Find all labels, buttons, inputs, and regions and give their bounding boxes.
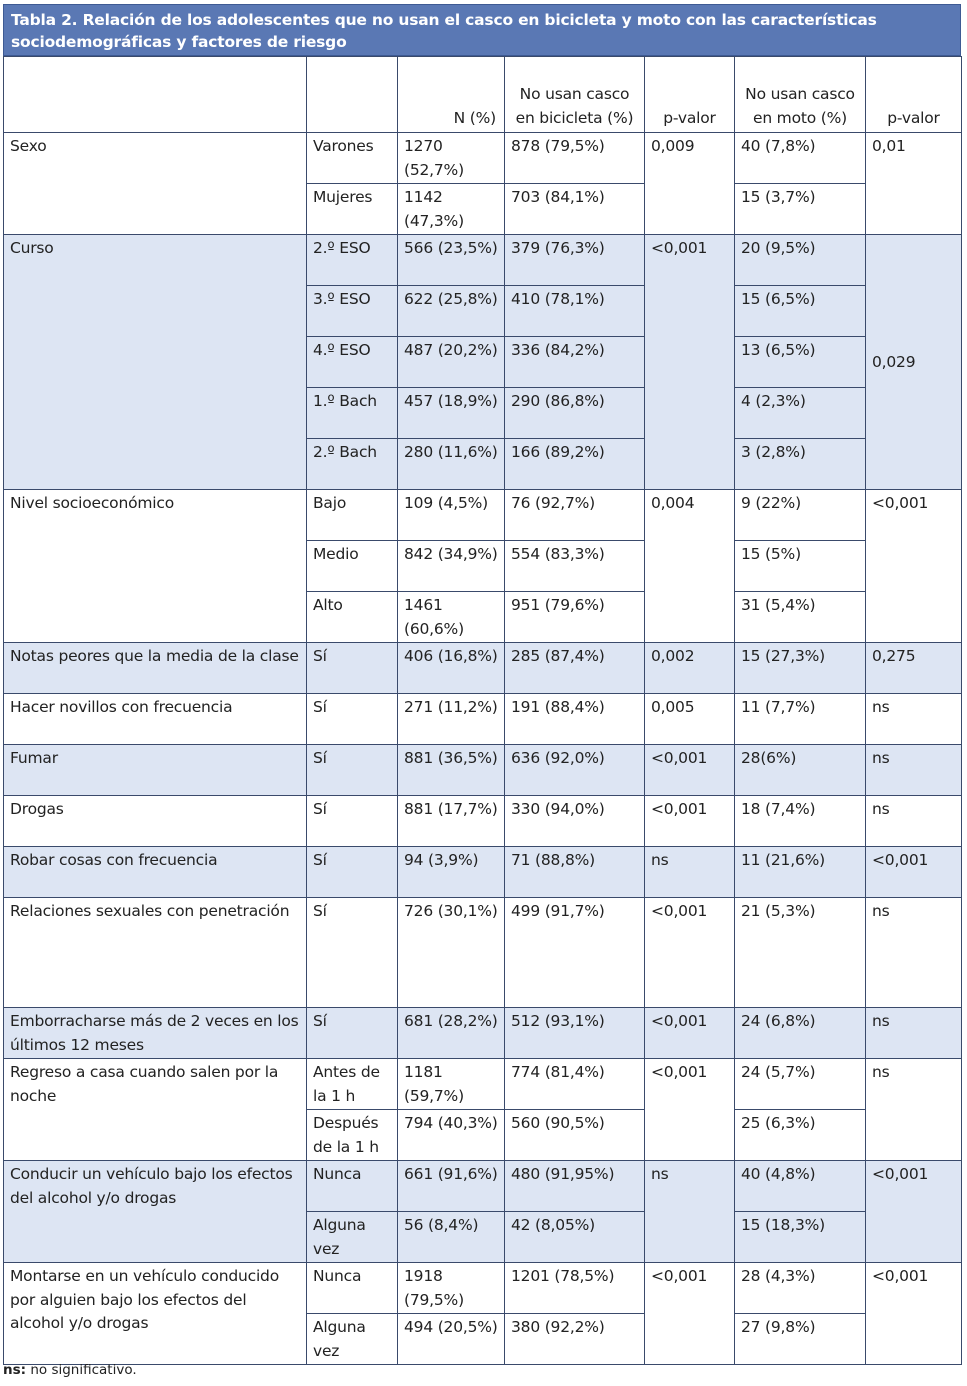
- bike-cell: 878 (79,5%): [505, 133, 645, 184]
- bike-cell: 191 (88,4%): [505, 694, 645, 745]
- p-moto-cell: 0,029: [866, 235, 962, 490]
- n-cell: 1142 (47,3%): [398, 184, 505, 235]
- bike-cell: 42 (8,05%): [505, 1212, 645, 1263]
- p-bike-cell: ns: [645, 1161, 735, 1263]
- row-label: Regreso a casa cuando salen por la noche: [4, 1059, 307, 1161]
- header-variable: [4, 57, 307, 133]
- header-moto: No usan casco en moto (%): [735, 57, 866, 133]
- category-cell: 1.º Bach: [307, 388, 398, 439]
- bike-cell: 71 (88,8%): [505, 847, 645, 898]
- moto-cell: 15 (3,7%): [735, 184, 866, 235]
- header-n: N (%): [398, 57, 505, 133]
- row-label: Montarse en un vehículo conducido por alguien bajo los efectos del alcohol y/o drogas: [4, 1263, 307, 1365]
- header-bike: No usan casco en bicicleta (%): [505, 57, 645, 133]
- n-cell: 842 (34,9%): [398, 541, 505, 592]
- moto-cell: 11 (21,6%): [735, 847, 866, 898]
- table-row: [4, 745, 962, 796]
- category-cell: Sí: [307, 745, 398, 796]
- row-label: Sexo: [4, 133, 307, 235]
- category-cell: Sí: [307, 1008, 398, 1059]
- p-moto-cell: 0,01: [866, 133, 962, 235]
- category-cell: Alto: [307, 592, 398, 643]
- p-bike-cell: 0,002: [645, 643, 735, 694]
- moto-cell: 28(6%): [735, 745, 866, 796]
- category-cell: Sí: [307, 694, 398, 745]
- row-label: Drogas: [4, 796, 307, 847]
- moto-cell: 27 (9,8%): [735, 1314, 866, 1365]
- bike-cell: 166 (89,2%): [505, 439, 645, 490]
- p-moto-cell: ns: [866, 796, 962, 847]
- bike-cell: 1201 (78,5%): [505, 1263, 645, 1314]
- p-bike-cell: <0,001: [645, 1263, 735, 1365]
- header-row: [4, 57, 962, 133]
- n-cell: 566 (23,5%): [398, 235, 505, 286]
- category-cell: 4.º ESO: [307, 337, 398, 388]
- moto-cell: 18 (7,4%): [735, 796, 866, 847]
- n-cell: 280 (11,6%): [398, 439, 505, 490]
- p-moto-cell: ns: [866, 745, 962, 796]
- p-moto-cell: ns: [866, 694, 962, 745]
- bike-cell: 410 (78,1%): [505, 286, 645, 337]
- p-moto-cell: ns: [866, 898, 962, 1008]
- bike-cell: 330 (94,0%): [505, 796, 645, 847]
- category-cell: Bajo: [307, 490, 398, 541]
- bike-cell: 554 (83,3%): [505, 541, 645, 592]
- row-label: Fumar: [4, 745, 307, 796]
- table-row: [4, 643, 962, 694]
- category-cell: Alguna vez: [307, 1212, 398, 1263]
- bike-cell: 560 (90,5%): [505, 1110, 645, 1161]
- row-label: Conducir un vehículo bajo los efectos del alcohol y/o drogas: [4, 1161, 307, 1263]
- bike-cell: 636 (92,0%): [505, 745, 645, 796]
- moto-cell: 15 (6,5%): [735, 286, 866, 337]
- bike-cell: 380 (92,2%): [505, 1314, 645, 1365]
- category-cell: Nunca: [307, 1263, 398, 1314]
- row-label: Relaciones sexuales con penetración: [4, 898, 307, 1008]
- table-row: [4, 1059, 962, 1110]
- p-bike-cell: ns: [645, 847, 735, 898]
- n-cell: 457 (18,9%): [398, 388, 505, 439]
- moto-cell: 24 (6,8%): [735, 1008, 866, 1059]
- n-cell: 1181 (59,7%): [398, 1059, 505, 1110]
- n-cell: 56 (8,4%): [398, 1212, 505, 1263]
- moto-cell: 24 (5,7%): [735, 1059, 866, 1110]
- n-cell: 794 (40,3%): [398, 1110, 505, 1161]
- n-cell: 494 (20,5%): [398, 1314, 505, 1365]
- p-bike-cell: 0,005: [645, 694, 735, 745]
- p-moto-cell: 0,275: [866, 643, 962, 694]
- bike-cell: 76 (92,7%): [505, 490, 645, 541]
- category-cell: Medio: [307, 541, 398, 592]
- header-p-bike: p-valor: [645, 57, 735, 133]
- category-cell: 2.º Bach: [307, 439, 398, 490]
- p-moto-cell: ns: [866, 1008, 962, 1059]
- n-cell: 881 (17,7%): [398, 796, 505, 847]
- table-row: [4, 490, 962, 541]
- moto-cell: 40 (7,8%): [735, 133, 866, 184]
- category-cell: Sí: [307, 847, 398, 898]
- n-cell: 726 (30,1%): [398, 898, 505, 1008]
- category-cell: Mujeres: [307, 184, 398, 235]
- n-cell: 681 (28,2%): [398, 1008, 505, 1059]
- n-cell: 487 (20,2%): [398, 337, 505, 388]
- table-row: [4, 898, 962, 1008]
- bike-cell: 336 (84,2%): [505, 337, 645, 388]
- n-cell: 1461 (60,6%): [398, 592, 505, 643]
- n-cell: 271 (11,2%): [398, 694, 505, 745]
- category-cell: Sí: [307, 898, 398, 1008]
- n-cell: 1918 (79,5%): [398, 1263, 505, 1314]
- p-bike-cell: <0,001: [645, 796, 735, 847]
- n-cell: 94 (3,9%): [398, 847, 505, 898]
- p-moto-cell: <0,001: [866, 1161, 962, 1263]
- moto-cell: 15 (27,3%): [735, 643, 866, 694]
- moto-cell: 4 (2,3%): [735, 388, 866, 439]
- table-row: [4, 1008, 962, 1059]
- category-cell: Antes de la 1 h: [307, 1059, 398, 1110]
- category-cell: Alguna vez: [307, 1314, 398, 1365]
- table-row: [4, 1263, 962, 1314]
- bike-cell: 703 (84,1%): [505, 184, 645, 235]
- footnote-text: no significativo.: [30, 1362, 137, 1378]
- p-moto-cell: <0,001: [866, 1263, 962, 1365]
- moto-cell: 9 (22%): [735, 490, 866, 541]
- bike-cell: 512 (93,1%): [505, 1008, 645, 1059]
- moto-cell: 40 (4,8%): [735, 1161, 866, 1212]
- n-cell: 881 (36,5%): [398, 745, 505, 796]
- category-cell: Sí: [307, 796, 398, 847]
- table-row: [4, 235, 962, 286]
- category-cell: 3.º ESO: [307, 286, 398, 337]
- table-caption: Tabla 2. Relación de los adolescentes que no usan el casco en bicicleta y moto con las características sociodemográficas y factores de riesgo: [3, 4, 961, 56]
- moto-cell: 13 (6,5%): [735, 337, 866, 388]
- p-bike-cell: <0,001: [645, 745, 735, 796]
- header-category: [307, 57, 398, 133]
- moto-cell: 28 (4,3%): [735, 1263, 866, 1314]
- p-moto-cell: <0,001: [866, 847, 962, 898]
- bike-cell: 290 (86,8%): [505, 388, 645, 439]
- row-label: Notas peores que la media de la clase: [4, 643, 307, 694]
- table-row: [4, 133, 962, 184]
- n-cell: 622 (25,8%): [398, 286, 505, 337]
- p-bike-cell: 0,004: [645, 490, 735, 643]
- table-row: [4, 847, 962, 898]
- row-label: Robar cosas con frecuencia: [4, 847, 307, 898]
- moto-cell: 3 (2,8%): [735, 439, 866, 490]
- bike-cell: 285 (87,4%): [505, 643, 645, 694]
- category-cell: Varones: [307, 133, 398, 184]
- moto-cell: 21 (5,3%): [735, 898, 866, 1008]
- footnote-abbr: ns:: [3, 1362, 27, 1378]
- n-cell: 1270 (52,7%): [398, 133, 505, 184]
- n-cell: 109 (4,5%): [398, 490, 505, 541]
- table-row: [4, 796, 962, 847]
- moto-cell: 11 (7,7%): [735, 694, 866, 745]
- row-label: Curso: [4, 235, 307, 490]
- bike-cell: 774 (81,4%): [505, 1059, 645, 1110]
- category-cell: Sí: [307, 643, 398, 694]
- bike-cell: 480 (91,95%): [505, 1161, 645, 1212]
- header-p-moto: p-valor: [866, 57, 962, 133]
- p-bike-cell: <0,001: [645, 898, 735, 1008]
- table-row: [4, 694, 962, 745]
- moto-cell: 20 (9,5%): [735, 235, 866, 286]
- n-cell: 661 (91,6%): [398, 1161, 505, 1212]
- moto-cell: 25 (6,3%): [735, 1110, 866, 1161]
- footnote: [3, 1362, 137, 1378]
- p-bike-cell: <0,001: [645, 1059, 735, 1161]
- p-moto-cell: <0,001: [866, 490, 962, 643]
- n-cell: 406 (16,8%): [398, 643, 505, 694]
- moto-cell: 31 (5,4%): [735, 592, 866, 643]
- bike-cell: 499 (91,7%): [505, 898, 645, 1008]
- p-moto-cell: ns: [866, 1059, 962, 1161]
- table-container: [3, 4, 961, 1365]
- data-table: [3, 56, 962, 1365]
- p-bike-cell: 0,009: [645, 133, 735, 235]
- category-cell: Después de la 1 h: [307, 1110, 398, 1161]
- category-cell: 2.º ESO: [307, 235, 398, 286]
- category-cell: Nunca: [307, 1161, 398, 1212]
- bike-cell: 379 (76,3%): [505, 235, 645, 286]
- row-label: Nivel socioeconómico: [4, 490, 307, 643]
- row-label: Emborracharse más de 2 veces en los últimos 12 meses: [4, 1008, 307, 1059]
- row-label: Hacer novillos con frecuencia: [4, 694, 307, 745]
- table-row: [4, 1161, 962, 1212]
- p-bike-cell: <0,001: [645, 235, 735, 490]
- moto-cell: 15 (18,3%): [735, 1212, 866, 1263]
- p-bike-cell: <0,001: [645, 1008, 735, 1059]
- moto-cell: 15 (5%): [735, 541, 866, 592]
- bike-cell: 951 (79,6%): [505, 592, 645, 643]
